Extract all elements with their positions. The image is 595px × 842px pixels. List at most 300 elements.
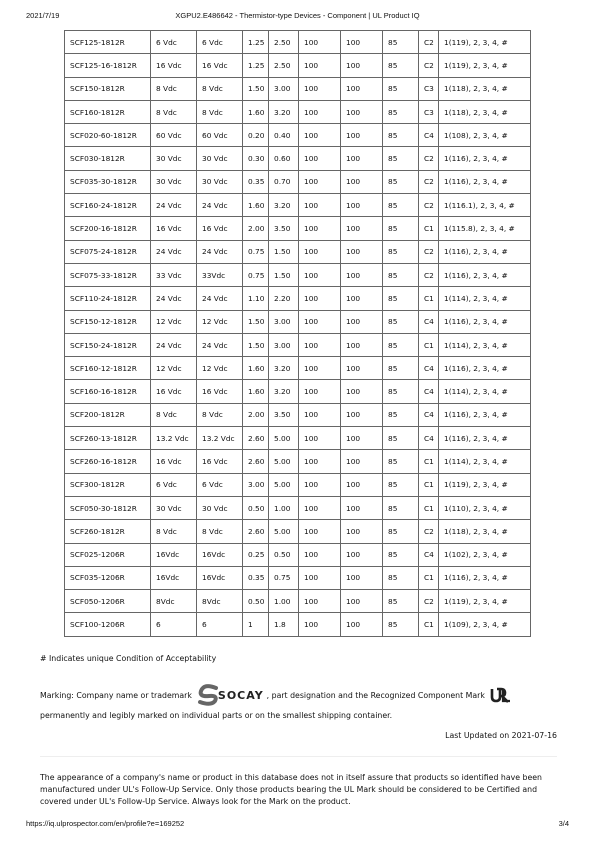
table-cell: C4 bbox=[419, 357, 439, 380]
table-row bbox=[65, 124, 531, 147]
table-cell: SCF125-1812R bbox=[65, 31, 151, 54]
table-cell: 16 Vdc bbox=[151, 54, 197, 77]
table-cell: 1(116), 2, 3, 4, # bbox=[439, 310, 531, 333]
table-cell: 0.60 bbox=[269, 147, 299, 170]
table-row bbox=[65, 170, 531, 193]
table-cell: C1 bbox=[419, 496, 439, 519]
table-cell: 100 bbox=[299, 170, 341, 193]
table-cell: 1.60 bbox=[243, 357, 269, 380]
table-row bbox=[65, 77, 531, 100]
divider bbox=[40, 756, 557, 757]
table-cell: 8 Vdc bbox=[197, 520, 243, 543]
table-cell: 100 bbox=[341, 403, 383, 426]
table-cell: 1(115.8), 2, 3, 4, # bbox=[439, 217, 531, 240]
table-cell: 1(116), 2, 3, 4, # bbox=[439, 240, 531, 263]
marking-line-2: permanently and legibly marked on individual parts or on the smallest shipping container. bbox=[40, 711, 393, 720]
table-row bbox=[65, 54, 531, 77]
table-cell: 85 bbox=[383, 31, 419, 54]
table-cell: C1 bbox=[419, 287, 439, 310]
table-cell: 100 bbox=[341, 520, 383, 543]
table-cell: 24 Vdc bbox=[151, 240, 197, 263]
table-cell: 8 Vdc bbox=[197, 403, 243, 426]
table-cell: 1(114), 2, 3, 4, # bbox=[439, 287, 531, 310]
table-cell: 24 Vdc bbox=[197, 194, 243, 217]
table-row bbox=[65, 357, 531, 380]
table-cell: 0.75 bbox=[243, 263, 269, 286]
table-cell: 100 bbox=[299, 543, 341, 566]
table-cell: 13.2 Vdc bbox=[197, 427, 243, 450]
table-cell: SCF025-1206R bbox=[65, 543, 151, 566]
table-cell: 1(118), 2, 3, 4, # bbox=[439, 520, 531, 543]
table-cell: 16 Vdc bbox=[197, 54, 243, 77]
table-cell: 85 bbox=[383, 403, 419, 426]
table-cell: 13.2 Vdc bbox=[151, 427, 197, 450]
table-cell: 85 bbox=[383, 194, 419, 217]
table-cell: SCF160-1812R bbox=[65, 100, 151, 123]
table-cell: 85 bbox=[383, 54, 419, 77]
table-cell: 1(119), 2, 3, 4, # bbox=[439, 54, 531, 77]
table-cell: 0.40 bbox=[269, 124, 299, 147]
table-cell: 1.60 bbox=[243, 380, 269, 403]
table-cell: 85 bbox=[383, 333, 419, 356]
table-cell: 0.20 bbox=[243, 124, 269, 147]
table-cell: 30 Vdc bbox=[151, 496, 197, 519]
table-cell: 100 bbox=[299, 403, 341, 426]
table-cell: C2 bbox=[419, 194, 439, 217]
table-cell: 100 bbox=[341, 147, 383, 170]
table-cell: 100 bbox=[341, 310, 383, 333]
table-row bbox=[65, 194, 531, 217]
table-cell: 2.60 bbox=[243, 520, 269, 543]
table-cell: SCF260-16-1812R bbox=[65, 450, 151, 473]
table-cell: 0.50 bbox=[243, 590, 269, 613]
last-updated: Last Updated on 2021-07-16 bbox=[445, 731, 557, 740]
table-cell: 100 bbox=[299, 566, 341, 589]
table-cell: 100 bbox=[341, 566, 383, 589]
table-cell: SCF160-24-1812R bbox=[65, 194, 151, 217]
table-cell: 100 bbox=[341, 450, 383, 473]
table-cell: C1 bbox=[419, 333, 439, 356]
table-cell: 1.25 bbox=[243, 54, 269, 77]
table-cell: 1(116), 2, 3, 4, # bbox=[439, 403, 531, 426]
table-cell: SCF300-1812R bbox=[65, 473, 151, 496]
table-cell: 100 bbox=[341, 333, 383, 356]
table-cell: C4 bbox=[419, 124, 439, 147]
table-cell: 0.50 bbox=[269, 543, 299, 566]
table-cell: 100 bbox=[299, 194, 341, 217]
table-cell: C3 bbox=[419, 77, 439, 100]
table-cell: 2.00 bbox=[243, 217, 269, 240]
table-cell: 1.50 bbox=[243, 333, 269, 356]
table-cell: 1(110), 2, 3, 4, # bbox=[439, 496, 531, 519]
table-cell: 100 bbox=[341, 380, 383, 403]
table-cell: 1.60 bbox=[243, 100, 269, 123]
table-cell: 3.20 bbox=[269, 194, 299, 217]
table-cell: 85 bbox=[383, 496, 419, 519]
page-title: XGPU2.E486642 - Thermistor-type Devices - Component | UL Product IQ bbox=[175, 11, 420, 20]
table-cell: 85 bbox=[383, 543, 419, 566]
table-cell: 24 Vdc bbox=[197, 333, 243, 356]
table-cell: 8 Vdc bbox=[151, 77, 197, 100]
table-cell: 1(116), 2, 3, 4, # bbox=[439, 357, 531, 380]
table-cell: 85 bbox=[383, 566, 419, 589]
table-cell: 1(109), 2, 3, 4, # bbox=[439, 613, 531, 636]
table-cell: 0.35 bbox=[243, 170, 269, 193]
table-row bbox=[65, 473, 531, 496]
table-cell: 100 bbox=[341, 357, 383, 380]
table-cell: 100 bbox=[341, 427, 383, 450]
table-cell: C2 bbox=[419, 520, 439, 543]
table-cell: 100 bbox=[299, 613, 341, 636]
table-cell: 60 Vdc bbox=[151, 124, 197, 147]
table-row bbox=[65, 496, 531, 519]
table-cell: 30 Vdc bbox=[151, 147, 197, 170]
table-cell: 33 Vdc bbox=[151, 263, 197, 286]
page-number: 3/4 bbox=[558, 819, 569, 828]
table-cell: 85 bbox=[383, 170, 419, 193]
table-cell: 6 Vdc bbox=[151, 473, 197, 496]
table-cell: 85 bbox=[383, 100, 419, 123]
table-cell: SCF160-12-1812R bbox=[65, 357, 151, 380]
print-date: 2021/7/19 bbox=[26, 11, 60, 20]
table-cell: 100 bbox=[299, 333, 341, 356]
table-cell: 1.00 bbox=[269, 590, 299, 613]
table-row bbox=[65, 520, 531, 543]
table-cell: 3.20 bbox=[269, 100, 299, 123]
table-cell: 8 Vdc bbox=[197, 77, 243, 100]
table-cell: 100 bbox=[299, 357, 341, 380]
table-row bbox=[65, 147, 531, 170]
table-cell: 1.50 bbox=[269, 263, 299, 286]
table-cell: SCF200-16-1812R bbox=[65, 217, 151, 240]
table-cell: 100 bbox=[341, 100, 383, 123]
table-cell: 30 Vdc bbox=[197, 147, 243, 170]
table-cell: 1.8 bbox=[269, 613, 299, 636]
marking-middle: , part designation and the Recognized Component Mark bbox=[266, 690, 485, 700]
table-row bbox=[65, 403, 531, 426]
table-cell: 3.50 bbox=[269, 403, 299, 426]
table-cell: 100 bbox=[341, 54, 383, 77]
table-cell: 100 bbox=[299, 217, 341, 240]
table-cell: 5.00 bbox=[269, 427, 299, 450]
table-cell: 100 bbox=[341, 240, 383, 263]
table-cell: SCF150-12-1812R bbox=[65, 310, 151, 333]
socay-logo-text: SOCAY bbox=[217, 688, 264, 702]
table-cell: SCF030-1812R bbox=[65, 147, 151, 170]
table-cell: 85 bbox=[383, 263, 419, 286]
table-cell: SCF075-33-1812R bbox=[65, 263, 151, 286]
table-cell: C4 bbox=[419, 380, 439, 403]
table-cell: C2 bbox=[419, 54, 439, 77]
table-cell: 2.00 bbox=[243, 403, 269, 426]
table-cell: 100 bbox=[341, 496, 383, 519]
table-cell: 100 bbox=[299, 54, 341, 77]
table-cell: 8 Vdc bbox=[151, 403, 197, 426]
table-cell: 16 Vdc bbox=[151, 380, 197, 403]
table-cell: 85 bbox=[383, 77, 419, 100]
table-cell: 100 bbox=[299, 263, 341, 286]
table-cell: 24 Vdc bbox=[197, 240, 243, 263]
table-cell: C1 bbox=[419, 566, 439, 589]
table-cell: 100 bbox=[299, 147, 341, 170]
table-cell: 100 bbox=[299, 77, 341, 100]
table-cell: SCF200-1812R bbox=[65, 403, 151, 426]
table-cell: 1(119), 2, 3, 4, # bbox=[439, 473, 531, 496]
table-cell: 3.00 bbox=[269, 333, 299, 356]
table-cell: SCF125-16-1812R bbox=[65, 54, 151, 77]
table-cell: 0.75 bbox=[269, 566, 299, 589]
table-cell: C2 bbox=[419, 240, 439, 263]
table-cell: 0.50 bbox=[243, 496, 269, 519]
table-cell: 100 bbox=[299, 520, 341, 543]
table-cell: C4 bbox=[419, 427, 439, 450]
table-cell: C2 bbox=[419, 170, 439, 193]
table-row bbox=[65, 427, 531, 450]
table-cell: 3.20 bbox=[269, 357, 299, 380]
table-cell: 85 bbox=[383, 590, 419, 613]
product-table bbox=[64, 30, 531, 637]
table-cell: 2.20 bbox=[269, 287, 299, 310]
table-cell: C2 bbox=[419, 31, 439, 54]
table-cell: 85 bbox=[383, 427, 419, 450]
table-cell: 1(116), 2, 3, 4, # bbox=[439, 427, 531, 450]
table-cell: 12 Vdc bbox=[197, 310, 243, 333]
table-row bbox=[65, 380, 531, 403]
table-cell: 85 bbox=[383, 240, 419, 263]
table-cell: 3.00 bbox=[269, 77, 299, 100]
table-cell: 16Vdc bbox=[197, 566, 243, 589]
table-cell: 100 bbox=[299, 473, 341, 496]
table-cell: 85 bbox=[383, 613, 419, 636]
table-cell: 33Vdc bbox=[197, 263, 243, 286]
ul-recognized-mark-icon bbox=[490, 687, 512, 703]
table-cell: C3 bbox=[419, 100, 439, 123]
table-cell: 3.00 bbox=[269, 310, 299, 333]
table-cell: 5.00 bbox=[269, 450, 299, 473]
table-cell: 100 bbox=[299, 310, 341, 333]
table-row bbox=[65, 287, 531, 310]
table-cell: SCF020-60-1812R bbox=[65, 124, 151, 147]
table-cell: 100 bbox=[341, 217, 383, 240]
table-cell: C1 bbox=[419, 217, 439, 240]
table-cell: 85 bbox=[383, 310, 419, 333]
table-cell: 6 Vdc bbox=[151, 31, 197, 54]
table-cell: 0.75 bbox=[243, 240, 269, 263]
table-cell: 1(114), 2, 3, 4, # bbox=[439, 450, 531, 473]
table-cell: SCF260-13-1812R bbox=[65, 427, 151, 450]
table-cell: C4 bbox=[419, 403, 439, 426]
condition-note: # Indicates unique Condition of Acceptability bbox=[40, 654, 217, 663]
table-cell: 16 Vdc bbox=[197, 380, 243, 403]
table-cell: 1.10 bbox=[243, 287, 269, 310]
table-cell: SCF050-30-1812R bbox=[65, 496, 151, 519]
table-cell: 1(116), 2, 3, 4, # bbox=[439, 263, 531, 286]
table-row bbox=[65, 217, 531, 240]
table-row bbox=[65, 240, 531, 263]
table-cell: 100 bbox=[299, 380, 341, 403]
print-header bbox=[26, 11, 569, 23]
table-cell: SCF150-1812R bbox=[65, 77, 151, 100]
table-cell: 1.50 bbox=[243, 310, 269, 333]
table-cell: 85 bbox=[383, 147, 419, 170]
table-cell: 100 bbox=[299, 124, 341, 147]
marking-prefix: Marking: Company name or trademark bbox=[40, 690, 192, 700]
table-row bbox=[65, 450, 531, 473]
table-cell: C1 bbox=[419, 473, 439, 496]
table-row bbox=[65, 566, 531, 589]
table-cell: 85 bbox=[383, 520, 419, 543]
table-cell: 1(118), 2, 3, 4, # bbox=[439, 100, 531, 123]
table-cell: 1(116), 2, 3, 4, # bbox=[439, 566, 531, 589]
table-cell: 1(118), 2, 3, 4, # bbox=[439, 77, 531, 100]
table-row bbox=[65, 310, 531, 333]
table-cell: 24 Vdc bbox=[151, 287, 197, 310]
table-cell: 16 Vdc bbox=[151, 217, 197, 240]
table-cell: 100 bbox=[341, 287, 383, 310]
table-cell: 1.60 bbox=[243, 194, 269, 217]
table-cell: 1(119), 2, 3, 4, # bbox=[439, 31, 531, 54]
table-cell: 5.00 bbox=[269, 520, 299, 543]
table-cell: SCF075-24-1812R bbox=[65, 240, 151, 263]
table-cell: 2.60 bbox=[243, 427, 269, 450]
table-cell: 1.50 bbox=[243, 77, 269, 100]
table-cell: 6 Vdc bbox=[197, 473, 243, 496]
table-cell: 100 bbox=[299, 31, 341, 54]
table-cell: 8 Vdc bbox=[151, 100, 197, 123]
table-cell: 1(102), 2, 3, 4, # bbox=[439, 543, 531, 566]
table-cell: SCF100-1206R bbox=[65, 613, 151, 636]
table-cell: 2.50 bbox=[269, 54, 299, 77]
table-cell: 100 bbox=[341, 263, 383, 286]
table-cell: 24 Vdc bbox=[151, 194, 197, 217]
table-cell: SCF110-24-1812R bbox=[65, 287, 151, 310]
table-cell: 85 bbox=[383, 380, 419, 403]
table-cell: 100 bbox=[341, 170, 383, 193]
page-url: https://iq.ulprospector.com/en/profile?e=169252 bbox=[26, 819, 185, 828]
table-cell: 24 Vdc bbox=[151, 333, 197, 356]
table-cell: 0.70 bbox=[269, 170, 299, 193]
table-cell: 0.25 bbox=[243, 543, 269, 566]
table-cell: 8 Vdc bbox=[151, 520, 197, 543]
table-cell: 100 bbox=[341, 543, 383, 566]
table-row bbox=[65, 100, 531, 123]
table-cell: 1(116.1), 2, 3, 4, # bbox=[439, 194, 531, 217]
table-cell: 5.00 bbox=[269, 473, 299, 496]
table-cell: 85 bbox=[383, 124, 419, 147]
table-cell: 12 Vdc bbox=[197, 357, 243, 380]
table-cell: 6 bbox=[151, 613, 197, 636]
table-cell: 100 bbox=[341, 473, 383, 496]
table-cell: SCF150-24-1812R bbox=[65, 333, 151, 356]
table-cell: 3.20 bbox=[269, 380, 299, 403]
table-cell: 1(108), 2, 3, 4, # bbox=[439, 124, 531, 147]
table-cell: 1.50 bbox=[269, 240, 299, 263]
table-cell: 85 bbox=[383, 473, 419, 496]
table-cell: 1 bbox=[243, 613, 269, 636]
table-cell: 100 bbox=[299, 450, 341, 473]
table-cell: 30 Vdc bbox=[151, 170, 197, 193]
table-cell: 3.50 bbox=[269, 217, 299, 240]
table-row bbox=[65, 333, 531, 356]
table-row bbox=[65, 590, 531, 613]
socay-logo bbox=[196, 684, 264, 706]
table-cell: 16Vdc bbox=[151, 543, 197, 566]
table-cell: 0.35 bbox=[243, 566, 269, 589]
table-cell: 1(114), 2, 3, 4, # bbox=[439, 333, 531, 356]
table-cell: 16 Vdc bbox=[151, 450, 197, 473]
table-cell: 100 bbox=[299, 287, 341, 310]
table-cell: 100 bbox=[299, 427, 341, 450]
table-cell: 100 bbox=[341, 77, 383, 100]
table-cell: 100 bbox=[341, 613, 383, 636]
table-cell: C1 bbox=[419, 450, 439, 473]
table-cell: 60 Vdc bbox=[197, 124, 243, 147]
table-cell: 85 bbox=[383, 450, 419, 473]
disclaimer: The appearance of a company's name or product in this database does not in itself assure that products so identified have been manufactured under UL's Follow-Up Service. Only those products bearing the UL Mark should be considered to be Certified and covered under UL's Follow-Up Service. Always look for the Mark on the product. bbox=[40, 773, 542, 806]
table-cell: SCF035-1206R bbox=[65, 566, 151, 589]
table-cell: 100 bbox=[341, 590, 383, 613]
table-cell: 100 bbox=[341, 194, 383, 217]
table-cell: 100 bbox=[299, 240, 341, 263]
table-cell: 1(116), 2, 3, 4, # bbox=[439, 170, 531, 193]
table-cell: 8 Vdc bbox=[197, 100, 243, 123]
table-cell: SCF260-1812R bbox=[65, 520, 151, 543]
table-cell: C2 bbox=[419, 147, 439, 170]
table-cell: 1(114), 2, 3, 4, # bbox=[439, 380, 531, 403]
table-cell: C4 bbox=[419, 543, 439, 566]
table-cell: 100 bbox=[299, 590, 341, 613]
table-cell: C2 bbox=[419, 590, 439, 613]
table-cell: 12 Vdc bbox=[151, 357, 197, 380]
table-cell: 0.30 bbox=[243, 147, 269, 170]
table-cell: SCF160-16-1812R bbox=[65, 380, 151, 403]
table-cell: 85 bbox=[383, 357, 419, 380]
table-cell: 12 Vdc bbox=[151, 310, 197, 333]
table-cell: 8Vdc bbox=[151, 590, 197, 613]
table-cell: 2.60 bbox=[243, 450, 269, 473]
table-cell: C1 bbox=[419, 613, 439, 636]
table-cell: 16Vdc bbox=[197, 543, 243, 566]
table-row bbox=[65, 263, 531, 286]
table-cell: 85 bbox=[383, 287, 419, 310]
table-cell: 30 Vdc bbox=[197, 170, 243, 193]
table-cell: 1.00 bbox=[269, 496, 299, 519]
table-cell: 30 Vdc bbox=[197, 496, 243, 519]
table-cell: 1.25 bbox=[243, 31, 269, 54]
table-cell: 16 Vdc bbox=[197, 450, 243, 473]
table-cell: 1(119), 2, 3, 4, # bbox=[439, 590, 531, 613]
marking-line bbox=[40, 683, 512, 707]
table-cell: 16 Vdc bbox=[197, 217, 243, 240]
table-row bbox=[65, 613, 531, 636]
table-cell: 16Vdc bbox=[151, 566, 197, 589]
table-cell: 100 bbox=[299, 100, 341, 123]
table-cell: 8Vdc bbox=[197, 590, 243, 613]
table-cell: 100 bbox=[299, 496, 341, 519]
table-cell: C4 bbox=[419, 310, 439, 333]
table-cell: C2 bbox=[419, 263, 439, 286]
table-cell: 6 Vdc bbox=[197, 31, 243, 54]
table-cell: 100 bbox=[341, 31, 383, 54]
table-cell: 85 bbox=[383, 217, 419, 240]
table-cell: 2.50 bbox=[269, 31, 299, 54]
table-cell: 6 bbox=[197, 613, 243, 636]
table-cell: 1(116), 2, 3, 4, # bbox=[439, 147, 531, 170]
table-cell: 100 bbox=[341, 124, 383, 147]
table-cell: SCF050-1206R bbox=[65, 590, 151, 613]
table-cell: SCF035-30-1812R bbox=[65, 170, 151, 193]
table-row bbox=[65, 543, 531, 566]
